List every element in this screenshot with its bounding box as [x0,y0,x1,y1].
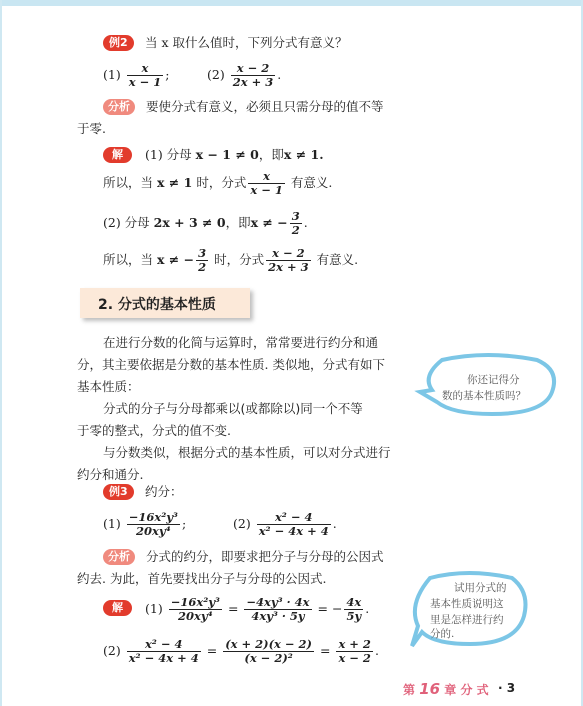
fraction-denominator: x − 1 [250,183,283,197]
page-number-value: 3 [506,681,516,695]
inline-fraction [169,596,222,623]
text-segment: 所以，当 [103,252,154,267]
bubble-1-line2: 数的基本性质吗？ [442,390,526,402]
solution-1-badge: 解 [103,147,132,163]
example-2-badge: 例2 [103,35,134,51]
fraction-denominator: x² − 4x + 4 [128,651,199,665]
solution-1-line2 [103,170,332,197]
fraction-numerator: −16x²y³ [170,595,220,609]
inline-fraction [196,247,208,274]
bubble-2-line2: 基本性质说明这 [430,598,504,610]
section-title: 2. 分式的基本性质 [98,297,216,313]
text-segment: 时，分式 [214,252,265,267]
math-expression: x ≠ − [250,215,288,230]
example-3-item2 [233,511,337,538]
example-2-item2-tail: . [277,67,282,82]
solution-1-line1 [145,146,324,164]
analysis-1-line2: 于零. [77,121,106,136]
inline-fraction [127,638,201,665]
example-3-item1-fraction [127,511,180,538]
math-expression: x ≠ − [157,252,195,267]
item-label: (1) [103,516,121,531]
fraction-numerator: 4x [346,595,362,609]
fraction-denominator: 4xy³ · 5y [251,609,305,623]
example-2-item1-tail: ; [165,67,170,82]
text-segment: (2) 分母 [103,215,150,230]
fraction-denominator: (x − 2)² [244,651,293,665]
example-3-question: 约分： [145,484,183,499]
math-expression: 2x + 3 ≠ 0 [153,215,226,230]
example-2-item2-fraction [231,62,276,89]
thought-bubble-2 [408,568,532,652]
page-left-border [0,0,2,706]
fraction-numerator: −16x²y³ [128,510,178,524]
solution-2-part1 [145,596,369,623]
paragraph-1-line2: 分，其主要依据是分数的基本性质. 类似地，分式有如下 [77,357,385,372]
solution-1-line3 [103,210,308,237]
fraction-numerator: x² − 4 [127,638,201,652]
analysis-2-line2: 约去. 为此，首先要找出分子与分母的公因式. [77,571,327,586]
analysis-1-badge: 分析 [103,99,135,115]
example-2-item2-label: (2) [207,67,225,82]
text-segment: 所以，当 [103,175,154,190]
text-segment: 有意义. [290,175,333,190]
equals-sign: = [227,601,239,616]
fraction-denominator: 2 [198,260,207,274]
fraction-denominator: 20xy⁴ [178,609,213,623]
item-tail: . [374,643,379,658]
text-segment: ，即 [225,215,251,230]
analysis-1-line1: 要使分式有意义，必须且只需分母的值不等 [146,99,384,114]
chapter-title: 章 分 式 [444,683,489,697]
page-number [498,681,515,695]
fraction-denominator: 2x + 3 [232,75,274,89]
item-label: (2) [233,516,251,531]
math-expression: x ≠ 1. [283,147,324,162]
text-segment: . [303,215,308,230]
text-segment: 时，分式 [196,175,247,190]
chapter-number: 16 [419,680,441,698]
solution-2-badge: 解 [103,600,132,616]
text-segment: 有意义. [316,252,359,267]
fraction-numerator: x − 2 [231,62,276,76]
bubble-2-line3: 里是怎样进行约 [430,614,504,626]
section-heading-box [80,288,250,318]
example-3-badge: 例3 [103,484,134,500]
analysis-2-badge: 分析 [103,549,135,565]
thought-bubble-1 [412,352,562,420]
chapter-prefix: 第 [403,683,416,697]
property-statement-line2: 于零的整式，分式的值不变. [77,423,231,438]
example-2-item2 [207,62,281,89]
item-tail: . [365,601,370,616]
text-segment: ，即 [258,147,284,162]
solution-1-line4 [103,247,358,274]
bubble-2-line4: 分的. [430,628,455,640]
equals-sign: = [206,643,218,658]
fraction-numerator: x² − 4 [257,511,331,525]
fraction-denominator: x − 1 [128,75,162,89]
fraction-numerator: x − 2 [266,247,311,261]
item-label: (1) [145,601,163,616]
equals-sign: = [319,643,331,658]
inline-fraction [290,210,302,237]
solution-2-part2 [103,638,379,665]
example-2-question: 当 x 取什么值时，下列分式有意义？ [145,35,348,50]
page-top-border [0,0,583,6]
fraction-numerator: (x + 2)(x − 2) [225,637,312,651]
math-expression: x − 1 ≠ 0 [195,147,259,162]
example-2-item1-fraction [127,62,164,89]
math-expression: x ≠ 1 [157,175,193,190]
analysis-2-line1: 分式的约分，即要求把分子与分母的公因式 [146,549,384,564]
fraction-denominator: x − 2 [338,651,371,665]
item-tail: . [332,516,337,531]
fraction-numerator: x [248,170,285,184]
page-separator: · [498,681,503,695]
bubble-2-line1: 试用分式的 [454,582,507,594]
fraction-numerator: x [127,62,164,76]
inline-fraction [223,638,314,665]
inline-fraction [344,596,363,623]
fraction-numerator: 3 [198,246,207,260]
item-tail: ; [181,516,187,531]
fraction-denominator: 20xy⁴ [136,524,171,538]
example-2-items [103,62,169,89]
inline-fraction [244,596,311,623]
paragraph-1-line1: 在进行分数的化简与运算时，常常要进行约分和通 [103,335,379,350]
property-statement-line1: 分式的分子与分母都乘以(或都除以)同一个不等 [103,401,363,416]
chapter-footer [403,680,489,698]
paragraph-1-line3: 基本性质： [77,379,140,394]
inline-fraction [266,247,311,274]
example-2-item1-label: (1) [103,67,121,82]
fraction-denominator: x² − 4x + 4 [258,524,329,538]
paragraph-3-line2: 约分和通分. [77,467,144,482]
inline-fraction [248,170,285,197]
bubble-1-line1: 你还记得分 [467,374,520,386]
example-3-item2-fraction [257,511,331,538]
fraction-denominator: 2 [291,223,300,237]
fraction-numerator: −4xy³ · 4x [246,595,310,609]
fraction-denominator: 2x + 3 [268,260,309,274]
inline-fraction [336,638,373,665]
equals-sign: = − [317,601,343,616]
fraction-numerator: x + 2 [338,637,371,651]
item-label: (2) [103,643,121,658]
paragraph-3-line1: 与分数类似，根据分式的基本性质，可以对分式进行 [103,445,391,460]
fraction-denominator: 5y [346,609,362,623]
text-segment: (1) 分母 [145,147,192,162]
fraction-numerator: 3 [291,209,300,223]
example-3-item1 [103,511,186,538]
